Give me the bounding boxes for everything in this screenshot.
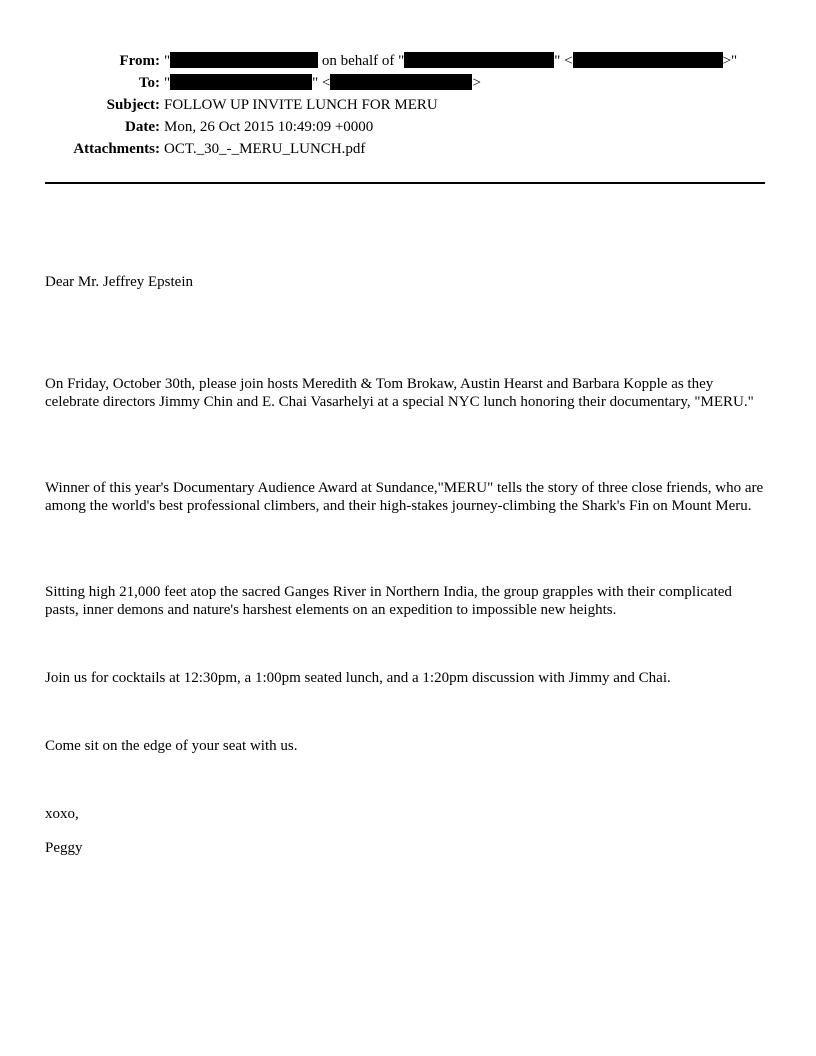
attachments-row xyxy=(0,140,816,162)
attachments-label: Attachments: xyxy=(73,141,160,157)
subject-label: Subject: xyxy=(106,97,160,113)
signature: Peggy xyxy=(45,840,83,856)
to-quote-angle: " < xyxy=(312,75,331,91)
body-paragraph-1: On Friday, October 30th, please join hosts Meredith & Tom Brokaw, Austin Hearst and Barbara Kopple as they celebrate directors Jimmy Chin and E. Chai Vasarhelyi at a special NYC lunch honoring their documentary, "MERU." xyxy=(45,376,754,410)
redacted-sender-name xyxy=(170,52,318,68)
date-value: Mon, 26 Oct 2015 10:49:09 +0000 xyxy=(164,119,374,135)
from-quote-open: " xyxy=(164,53,171,69)
header-divider xyxy=(45,182,765,184)
salutation: Dear Mr. Jeffrey Epstein xyxy=(45,274,194,290)
body-paragraph-3: Sitting high 21,000 feet atop the sacred Ganges River in Northern India, the group grapples with their complicated pasts, inner demons and nature's harshest elements on an expedition to impossible new heights. xyxy=(45,584,732,618)
redacted-recipient-email xyxy=(330,74,472,90)
to-close: > xyxy=(472,75,481,91)
redacted-recipient-name xyxy=(170,74,312,90)
redacted-sender-email xyxy=(573,52,723,68)
to-row xyxy=(0,74,816,96)
from-row xyxy=(0,52,816,74)
from-label: From: xyxy=(119,53,160,69)
attachment-filename[interactable]: OCT._30_-_MERU_LUNCH.pdf xyxy=(164,141,366,157)
to-value xyxy=(164,74,481,92)
from-quote-angle: " < xyxy=(554,53,573,69)
to-label: To: xyxy=(138,75,160,91)
body-paragraph-5: Come sit on the edge of your seat with us. xyxy=(45,738,298,754)
closing: xoxo, xyxy=(45,806,79,822)
from-value xyxy=(164,52,737,70)
subject-row xyxy=(0,96,816,118)
from-on-behalf-text: on behalf of " xyxy=(318,53,405,69)
to-quote-open: " xyxy=(164,75,171,91)
date-label: Date: xyxy=(125,119,160,135)
body-paragraph-4: Join us for cocktails at 12:30pm, a 1:00pm seated lunch, and a 1:20pm discussion with Jimmy and Chai. xyxy=(45,670,671,686)
body-paragraph-2: Winner of this year's Documentary Audience Award at Sundance,"MERU" tells the story of three close friends, who are among the world's best professional climbers, and their high-stakes journey-climbing the Shark's Fin on Mount Meru. xyxy=(45,480,764,514)
date-row xyxy=(0,118,816,140)
subject-value: FOLLOW UP INVITE LUNCH FOR MERU xyxy=(164,97,438,113)
email-header xyxy=(0,52,816,162)
from-close: >" xyxy=(722,53,738,69)
redacted-behalf-name xyxy=(404,52,554,68)
